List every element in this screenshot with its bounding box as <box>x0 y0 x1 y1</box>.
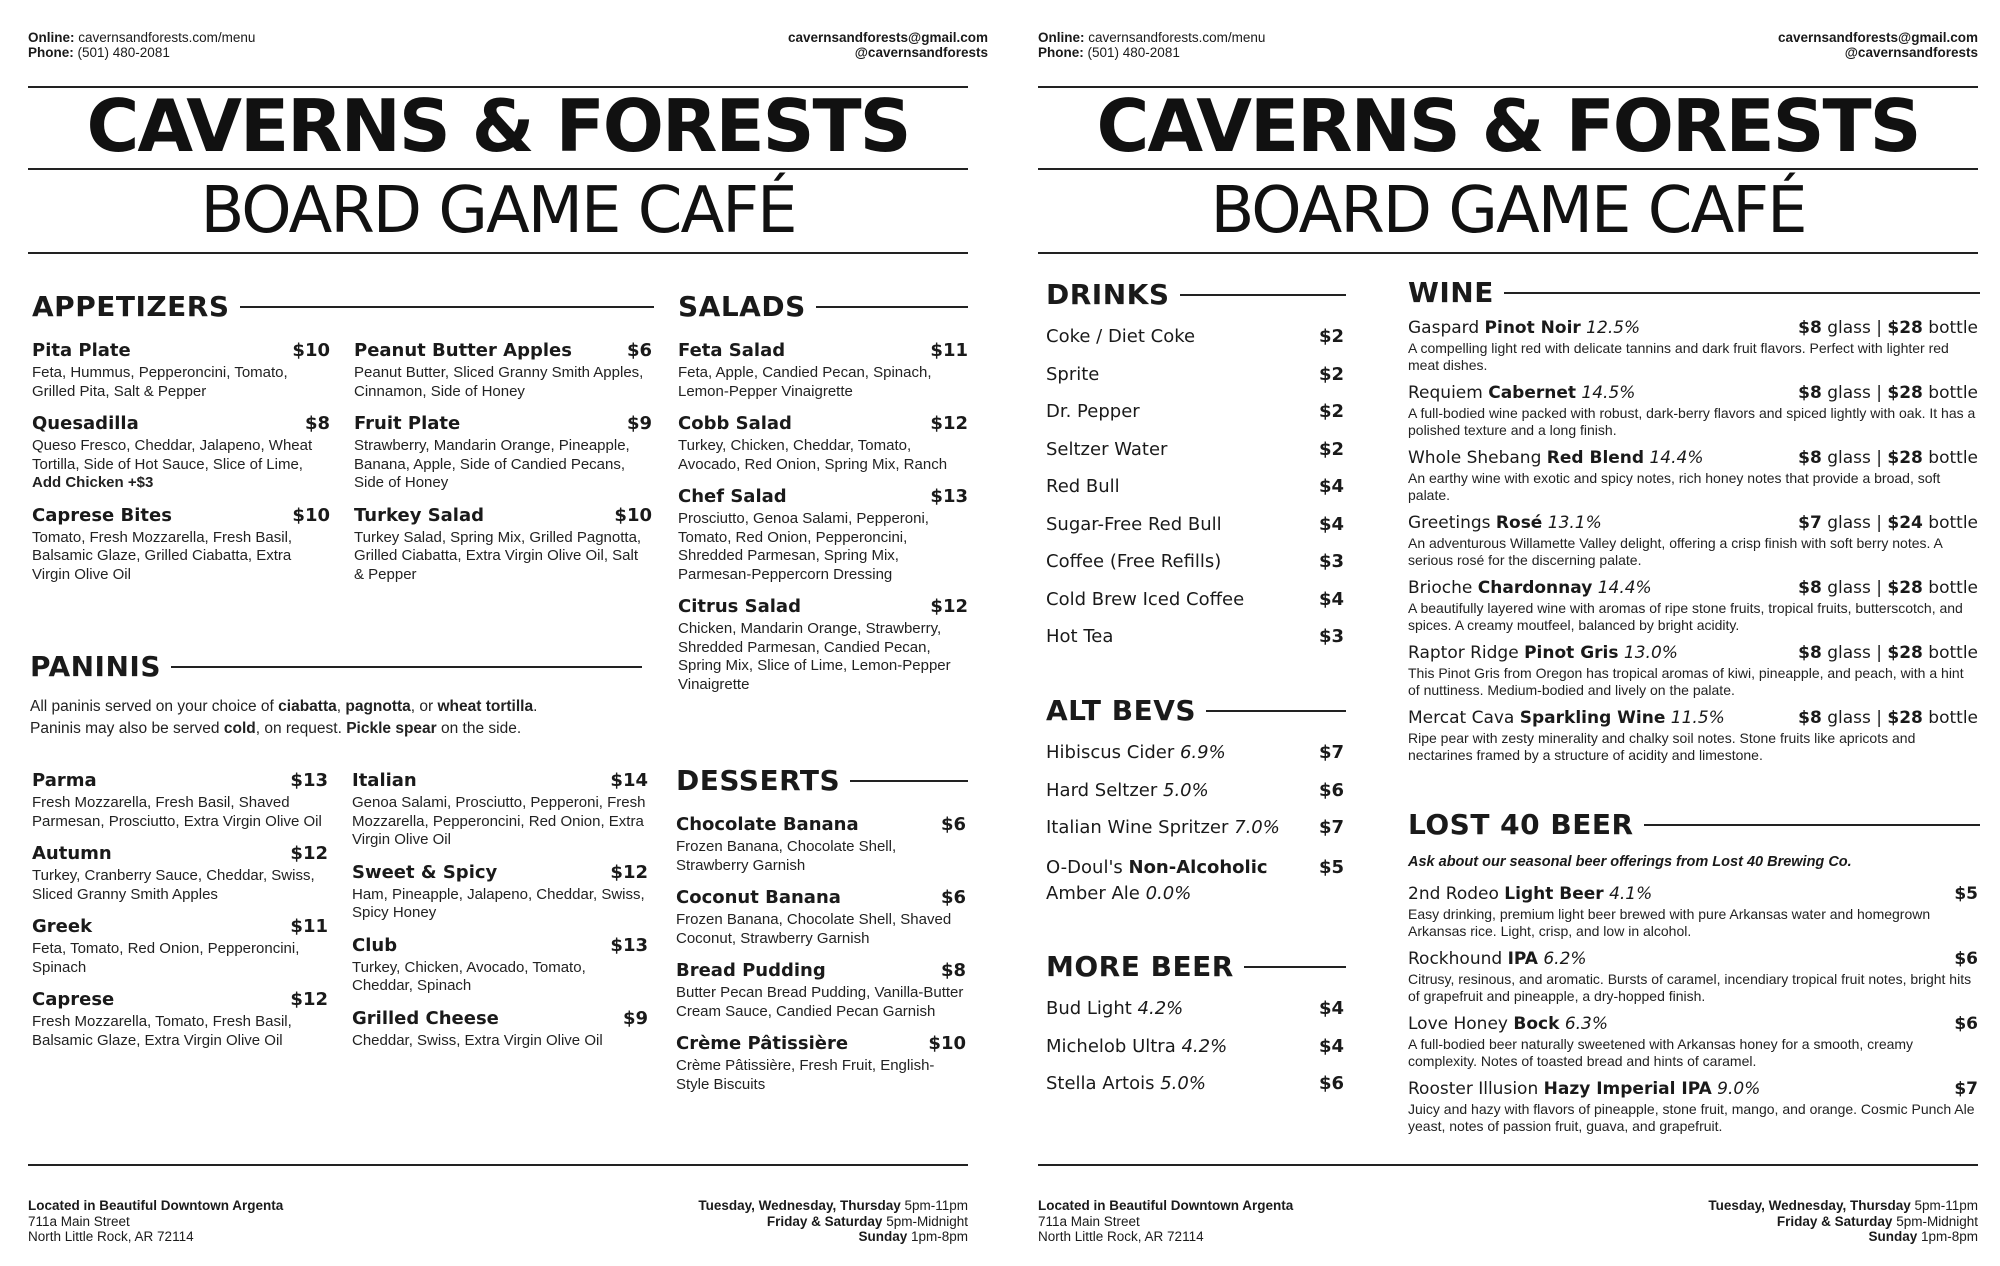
drink-row: Italian Wine Spritzer 7.0% $7 <box>1046 817 1344 838</box>
drink-row: Cold Brew Iced Coffee $4 <box>1046 588 1344 610</box>
drink-row: Dr. Pepper $2 <box>1046 401 1344 422</box>
paninis-col1 <box>32 770 328 1062</box>
menu-item: Fruit Plate $9 Strawberry, Mandarin Orange, Pineapple, Banana, Apple, Side of Candied Pecans, Side of Honey <box>354 413 652 491</box>
menu-item: Quesadilla $8 Queso Fresco, Cheddar, Jalapeno, Wheat Tortilla, Side of Hot Sauce, Slice of Lime, Add Chicken +$3 <box>32 413 330 491</box>
food-menu-page <box>28 0 988 1266</box>
drinks-menu-page <box>1038 0 1998 1266</box>
menu-item: Crème Pâtissière $10 Crème Pâtissière, Fresh Fruit, English-Style Biscuits <box>676 1033 966 1093</box>
menu-item: Turkey Salad $10 Turkey Salad, Spring Mix, Grilled Pagnotta, Grilled Ciabatta, Extra Virgin Olive Oil, Salt & Pepper <box>354 504 652 583</box>
more-beer-header: MORE BEER <box>1046 950 1346 983</box>
drink-row: Stella Artois 5.0% $6 <box>1046 1073 1344 1094</box>
social-info <box>788 30 988 60</box>
email-link[interactable]: cavernsandforests@gmail.com <box>1778 30 1978 45</box>
menu-item: Peanut Butter Apples $6 Peanut Butter, Sliced Granny Smith Apples, Cinnamon, Side of Honey <box>354 340 652 400</box>
drink-row: Red Bull $4 <box>1046 476 1344 497</box>
appetizers-col1 <box>32 340 330 596</box>
drink-row: Michelob Ultra 4.2% $4 <box>1046 1035 1344 1057</box>
brand-title: CAVERNS & FORESTS <box>1096 84 1920 168</box>
menu-item: Caprese Bites $10 Tomato, Fresh Mozzarella, Fresh Basil, Balsamic Glaze, Grilled Ciabatta, Extra Virgin Olive Oil <box>32 504 330 583</box>
drink-row: Hot Tea $3 <box>1046 626 1344 647</box>
social-handle[interactable]: @cavernsandforests <box>1844 45 1978 60</box>
menu-item: Greek $11 Feta, Tomato, Red Onion, Pepperoncini, Spinach <box>32 916 328 976</box>
menu-item: Coconut Banana $6 Frozen Banana, Chocolate Shell, Shaved Coconut, Strawberry Garnish <box>676 887 966 947</box>
phone-number[interactable]: (501) 480-2081 <box>77 45 170 60</box>
lost40-header: LOST 40 BEER <box>1408 808 1980 841</box>
wine-item: Mercat Cava Sparkling Wine 11.5% $8 glass | $28 bottle Ripe pear with zesty minerality and chalky soil notes. Stone fruits like apricots and nectarines framed by a structure of acidity and limestone. <box>1408 708 1978 763</box>
drink-row: Coffee (Free Refills) $3 <box>1046 551 1344 572</box>
menu-item: Italian $14 Genoa Salami, Prosciutto, Pepperoni, Fresh Mozzarella, Pepperoncini, Red Onion, Extra Virgin Olive Oil <box>352 770 648 848</box>
drink-row: O-Doul's Non-Alcoholic Amber Ale 0.0% $5 <box>1046 856 1344 904</box>
drink-row: Bud Light 4.2% $4 <box>1046 998 1344 1019</box>
drinks-header: DRINKS <box>1046 278 1346 311</box>
desserts-header: DESSERTS <box>676 764 968 797</box>
menu-item: Feta Salad $11 Feta, Apple, Candied Pecan, Spinach, Lemon-Pepper Vinaigrette <box>678 340 968 400</box>
salads-list <box>678 340 968 706</box>
more-beer-list <box>1046 998 1344 1111</box>
wine-list <box>1408 318 1978 773</box>
wine-item: Brioche Chardonnay 14.4% $8 glass | $28 bottle A beautifully layered wine with aromas of ripe stone fruits, tropical fruits, butterscotch, and spices. A creamy moutfeel, balanced by bright acidity. <box>1408 578 1978 633</box>
menu-item: Cobb Salad $12 Turkey, Chicken, Cheddar, Tomato, Avocado, Red Onion, Spring Mix, Ranch <box>678 413 968 473</box>
desserts-list <box>676 814 966 1106</box>
subtitle-divider <box>1038 252 1978 254</box>
menu-item: Sweet & Spicy $12 Ham, Pineapple, Jalapeno, Cheddar, Swiss, Spicy Honey <box>352 861 648 921</box>
menu-item: Caprese $12 Fresh Mozzarella, Tomato, Fresh Basil, Balsamic Glaze, Extra Virgin Olive Oil <box>32 989 328 1049</box>
wine-item: Raptor Ridge Pinot Gris 13.0% $8 glass | $28 bottle This Pinot Gris from Oregon has tropical aromas of kiwi, pineapple, and peach, with a hint of nuttiness. Medium-bodied and lively on the palate. <box>1408 643 1978 698</box>
footer-hours: Tuesday, Wednesday, Thursday 5pm-11pm Friday & Saturday 5pm-Midnight Sunday 1pm-8pm <box>698 1198 968 1244</box>
social-handle[interactable]: @cavernsandforests <box>854 45 988 60</box>
paninis-col2 <box>352 770 648 1062</box>
brand-title: CAVERNS & FORESTS <box>86 84 910 168</box>
beer-item: 2nd Rodeo Light Beer 4.1% $5 Easy drinking, premium light beer brewed with pure Arkansas water and homegrown Arkansas rice. Light, crisp, and low in alcohol. <box>1408 884 1978 939</box>
menu-item: Bread Pudding $8 Butter Pecan Bread Pudding, Vanilla-Butter Cream Sauce, Candied Pecan Garnish <box>676 960 966 1020</box>
menu-item: Chocolate Banana $6 Frozen Banana, Chocolate Shell, Strawberry Garnish <box>676 814 966 874</box>
menu-item: Club $13 Turkey, Chicken, Avocado, Tomato, Cheddar, Spinach <box>352 934 648 994</box>
footer-divider <box>28 1164 968 1166</box>
paninis-header: PANINIS <box>30 650 642 683</box>
drink-row: Coke / Diet Coke $2 <box>1046 326 1344 347</box>
appetizers-col2 <box>354 340 652 596</box>
beer-item: Love Honey Bock 6.3% $6 A full-bodied beer naturally sweetened with Arkansas honey for a smooth, creamy complexity. Notes of toasted bread and hints of caramel. <box>1408 1014 1978 1069</box>
website-link[interactable]: cavernsandforests.com/menu <box>1088 30 1266 45</box>
lost40-note: Ask about our seasonal beer offerings from Lost 40 Brewing Co. <box>1408 854 1852 870</box>
menu-item: Chef Salad $13 Prosciutto, Genoa Salami, Pepperoni, Tomato, Red Onion, Pepperoncini, Shredded Parmesan, Spring Mix, Parmesan-Peppercorn Dressing <box>678 486 968 583</box>
drink-row: Hibiscus Cider 6.9% $7 <box>1046 742 1344 763</box>
wine-item: Gaspard Pinot Noir 12.5% $8 glass | $28 bottle A compelling light red with delicate tannins and dark fruit flavors. Perfect with lighter red meat dishes. <box>1408 318 1978 373</box>
title-divider <box>28 168 968 170</box>
contact-info: Online: cavernsandforests.com/menu Phone: (501) 480-2081 <box>28 30 256 60</box>
menu-item: Grilled Cheese $9 Cheddar, Swiss, Extra Virgin Olive Oil <box>352 1007 648 1049</box>
salads-header: SALADS <box>678 290 968 323</box>
paninis-note: All paninis served on your choice of ciabatta, pagnotta, or wheat tortilla. Paninis may also be served cold, on request. Pickle spear on the side. <box>30 698 538 737</box>
title-divider <box>1038 168 1978 170</box>
drink-row: Seltzer Water $2 <box>1046 438 1344 460</box>
menu-item: Parma $13 Fresh Mozzarella, Fresh Basil, Shaved Parmesan, Prosciutto, Extra Virgin Olive Oil <box>32 770 328 830</box>
alt-bevs-header: ALT BEVS <box>1046 694 1346 727</box>
beer-item: Rooster Illusion Hazy Imperial IPA 9.0% $7 Juicy and hazy with flavors of pineapple, stone fruit, mango, and orange. Cosmic Punch Ale yeast, notes of passion fruit, guava, and grapefruit. <box>1408 1079 1978 1134</box>
footer-address: Located in Beautiful Downtown Argenta 711a Main Street North Little Rock, AR 72114 <box>1038 1198 1294 1244</box>
footer-address: Located in Beautiful Downtown Argenta 711a Main Street North Little Rock, AR 72114 <box>28 1198 284 1244</box>
wine-item: Requiem Cabernet 14.5% $8 glass | $28 bottle A full-bodied wine packed with robust, dark-berry flavors and spiced lightly with oak. It has a polished texture and a long finish. <box>1408 383 1978 438</box>
drinks-list <box>1046 326 1344 664</box>
wine-item: Greetings Rosé 13.1% $7 glass | $24 bottle An adventurous Willamette Valley delight, offering a crisp finish with soft berry notes. A serious rosé for the discerning palate. <box>1408 513 1978 568</box>
email-link[interactable]: cavernsandforests@gmail.com <box>788 30 988 45</box>
drink-row: Hard Seltzer 5.0% $6 <box>1046 779 1344 801</box>
menu-item: Citrus Salad $12 Chicken, Mandarin Orange, Strawberry, Shredded Parmesan, Candied Pecan, Spring Mix, Slice of Lime, Lemon-Pepper Vinaigrette <box>678 596 968 693</box>
menu-item: Autumn $12 Turkey, Cranberry Sauce, Cheddar, Swiss, Sliced Granny Smith Apples <box>32 843 328 903</box>
contact-info: Online: cavernsandforests.com/menu Phone: (501) 480-2081 <box>1038 30 1266 60</box>
wine-item: Whole Shebang Red Blend 14.4% $8 glass | $28 bottle An earthy wine with exotic and spicy notes, rich honey notes that provide a broad, soft palate. <box>1408 448 1978 503</box>
wine-header: WINE <box>1408 276 1980 309</box>
phone-number[interactable]: (501) 480-2081 <box>1087 45 1180 60</box>
menu-item: Pita Plate $10 Feta, Hummus, Pepperoncini, Tomato, Grilled Pita, Salt & Pepper <box>32 340 330 400</box>
lost40-list <box>1408 854 1978 1144</box>
social-info <box>1778 30 1978 60</box>
appetizers-header: APPETIZERS <box>32 290 654 323</box>
drink-row: Sugar-Free Red Bull $4 <box>1046 513 1344 535</box>
website-link[interactable]: cavernsandforests.com/menu <box>78 30 256 45</box>
subtitle-divider <box>28 252 968 254</box>
brand-subtitle: BOARD GAME CAFÉ <box>200 174 796 248</box>
footer-divider <box>1038 1164 1978 1166</box>
brand-subtitle: BOARD GAME CAFÉ <box>1210 174 1806 248</box>
alt-bevs-list <box>1046 742 1344 907</box>
footer-hours: Tuesday, Wednesday, Thursday 5pm-11pm Friday & Saturday 5pm-Midnight Sunday 1pm-8pm <box>1708 1198 1978 1244</box>
drink-row: Sprite $2 <box>1046 363 1344 385</box>
beer-item: Rockhound IPA 6.2% $6 Citrusy, resinous, and aromatic. Bursts of caramel, incendiary tropical fruit notes, bright hits of grapefruit and pineapple, a dry-hopped finish. <box>1408 949 1978 1004</box>
